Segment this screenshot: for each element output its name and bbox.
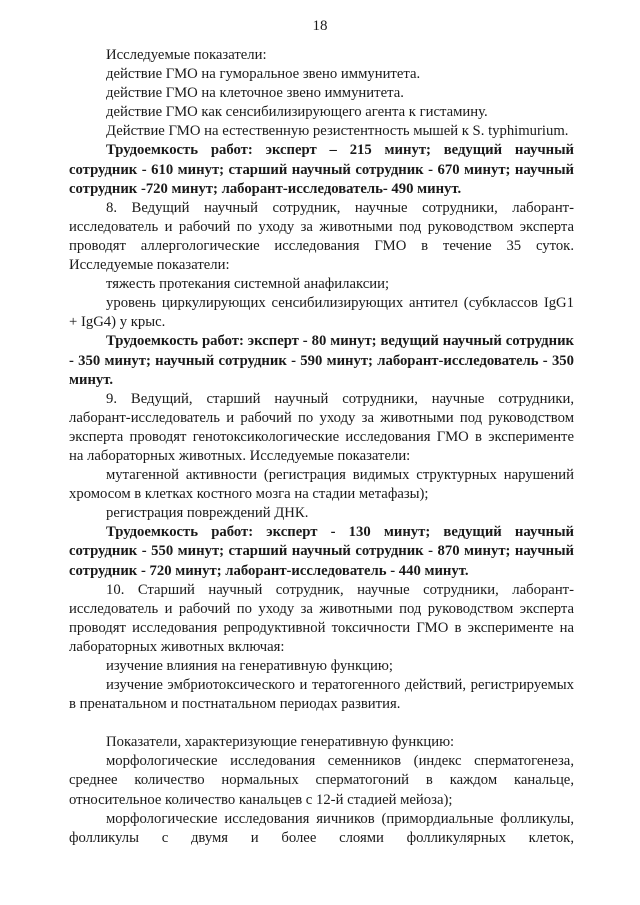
list-item: действие ГМО на гуморальное звено иммунитета.: [106, 66, 421, 83]
list-item: морфологические исследования яичников (примордиальные фолликулы, фолликулы с двумя и более слоями фолликулярных клеток,: [69, 810, 574, 846]
list-item: морфологические исследования семенников (индекс сперматогенеза, среднее количество нормальных сперматогоний в каждом канальце, относительное количество канальцев с 12-й стадией мейоза);: [69, 753, 574, 808]
page-number: 18: [312, 18, 328, 34]
list-item: тяжесть протекания системной анафилаксии;: [106, 276, 390, 293]
section-paragraph-10: 10. Старший научный сотрудник, научные сотрудники, лаборант-исследователь и рабочий по уходу за животными под руководством эксперта проводят исследования репродуктивной токсичности ГМО в эксперименте на лабораторных животных включая:: [69, 581, 574, 655]
list-item: действие ГМО на клеточное звено иммунитета.: [106, 85, 404, 102]
indicators-heading: Исследуемые показатели:: [106, 47, 267, 63]
section-paragraph-9: 9. Ведущий, старший научный сотрудники, научные сотрудники, лаборант-исследователь и рабочий по уходу за животными под руководством эксперта проводят генотоксикологические исследования ГМО в эксперименте на лабораторных животных. Исследуемые показатели:: [69, 390, 574, 464]
list-item: мутагенной активности (регистрация видимых структурных нарушений хромосом в клетках костного мозга на стадии метафазы);: [69, 467, 574, 503]
list-item: изучение влияния на генеративную функцию;: [106, 658, 393, 674]
generative-function-heading: Показатели, характеризующие генеративную функцию:: [106, 734, 455, 751]
labor-intensity-paragraph: Трудоемкость работ: эксперт - 80 минут; ведущий научный сотрудник - 350 минут; научный сотрудник - 590 минут; лаборант-исследователь - 350 минут.: [69, 333, 574, 388]
list-item: Действие ГМО на естественную резистентность мышей к S. typhimurium.: [106, 123, 569, 140]
section-paragraph-8: 8. Ведущий научный сотрудник, научные сотрудники, лаборант-исследователь и рабочий по уходу за животными под руководством эксперта проводят аллергологические исследования ГМО в течение 35 суток. Исследуемые показатели:: [69, 199, 574, 274]
document-body: [69, 46, 574, 848]
list-item: уровень циркулирующих сенсибилизирующих антител (субклассов IgG1 + IgG4) у крыс.: [69, 295, 574, 331]
list-item: действие ГМО как сенсибилизирующего агента к гистамину.: [106, 104, 488, 121]
list-item: изучение эмбриотоксического и тератогенного действий, регистрируемых в пренатальном и постнатальном периодах развития.: [69, 677, 574, 713]
list-item: регистрация повреждений ДНК.: [106, 505, 309, 522]
paragraph-spacer: [69, 714, 574, 733]
labor-intensity-paragraph: Трудоемкость работ: эксперт – 215 минут; ведущий научный сотрудник - 610 минут; старший научный сотрудник - 670 минут; научный сотрудник -720 минут; лаборант-исследователь- 490 минут.: [69, 142, 574, 197]
labor-intensity-paragraph: Трудоемкость работ: эксперт - 130 минут; ведущий научный сотрудник - 550 минут; старший научный сотрудник - 870 минут; научный сотрудник - 720 минут; лаборант-исследователь - 440 минут.: [69, 524, 574, 579]
